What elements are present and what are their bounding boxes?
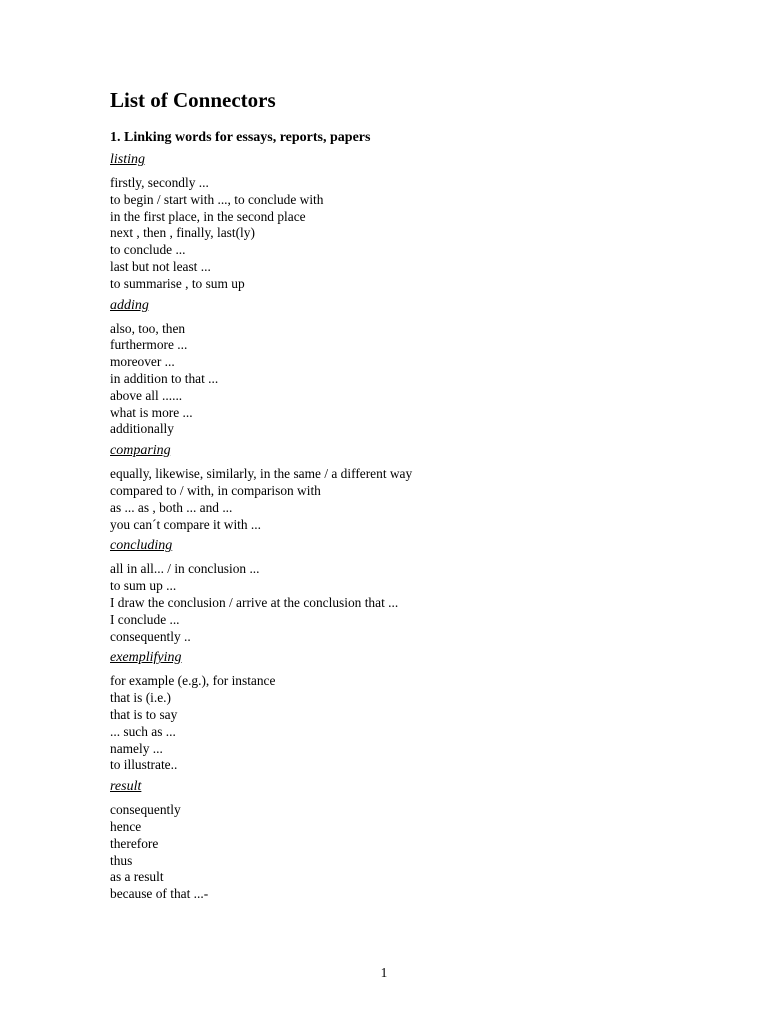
list-item: to conclude ... bbox=[110, 242, 186, 258]
list-item: consequently bbox=[110, 802, 181, 818]
category-heading-concluding: concluding bbox=[110, 538, 173, 554]
list-item: as ... as , both ... and ... bbox=[110, 499, 233, 515]
section-heading: 1. Linking words for essays, reports, papers bbox=[110, 130, 371, 145]
page-number: 1 bbox=[380, 965, 388, 980]
page-title: List of Connectors bbox=[110, 88, 276, 112]
list-item: all in all... / in conclusion ... bbox=[110, 561, 260, 577]
list-item: therefore bbox=[110, 835, 159, 851]
connector-list-result bbox=[110, 802, 670, 903]
category-result bbox=[110, 778, 670, 903]
list-item: that is (i.e.) bbox=[110, 690, 171, 706]
list-item: next , then , finally, last(ly) bbox=[110, 225, 255, 241]
list-item: last but not least ... bbox=[110, 258, 211, 274]
list-item: hence bbox=[110, 818, 142, 834]
list-item: firstly, secondly ... bbox=[110, 175, 209, 190]
connector-list-listing bbox=[110, 175, 670, 293]
list-item: consequently .. bbox=[110, 628, 191, 644]
list-item: thus bbox=[110, 852, 133, 868]
list-item: additionally bbox=[110, 421, 174, 437]
category-heading-listing: listing bbox=[110, 152, 146, 167]
list-item: ... such as ... bbox=[110, 723, 176, 739]
category-listing bbox=[110, 151, 670, 293]
list-item: in the first place, in the second place bbox=[110, 208, 306, 224]
list-item: you can´t compare it with ... bbox=[110, 516, 261, 532]
list-item: compared to / with, in comparison with bbox=[110, 482, 321, 498]
document-content bbox=[110, 86, 670, 903]
connector-list-adding bbox=[110, 321, 670, 439]
category-heading-result: result bbox=[110, 779, 142, 795]
category-heading-exemplifying: exemplifying bbox=[110, 650, 182, 666]
list-item: also, too, then bbox=[110, 320, 186, 336]
list-item: I conclude ... bbox=[110, 611, 180, 627]
list-item: I draw the conclusion / arrive at the conclusion that ... bbox=[110, 594, 399, 610]
connector-list-comparing bbox=[110, 466, 670, 533]
category-exemplifying bbox=[110, 649, 670, 774]
category-comparing bbox=[110, 442, 670, 533]
list-item: as a result bbox=[110, 869, 164, 885]
list-item: furthermore ... bbox=[110, 337, 188, 353]
category-heading-adding: adding bbox=[110, 297, 149, 313]
list-item: to sum up ... bbox=[110, 578, 177, 594]
category-adding bbox=[110, 297, 670, 439]
list-item: namely ... bbox=[110, 740, 163, 756]
list-item: to illustrate.. bbox=[110, 757, 178, 773]
list-item: moreover ... bbox=[110, 354, 175, 370]
list-item: above all ...... bbox=[110, 387, 183, 403]
connector-list-exemplifying bbox=[110, 673, 670, 774]
list-item: for example (e.g.), for instance bbox=[110, 673, 276, 689]
list-item: equally, likewise, similarly, in the same / a different way bbox=[110, 466, 413, 482]
list-item: to begin / start with ..., to conclude with bbox=[110, 191, 324, 207]
list-item: that is to say bbox=[110, 706, 178, 722]
list-item: to summarise , to sum up bbox=[110, 275, 245, 291]
list-item: what is more ... bbox=[110, 404, 193, 420]
connector-list-concluding bbox=[110, 561, 670, 645]
list-item: because of that ...- bbox=[110, 886, 209, 902]
category-concluding bbox=[110, 537, 670, 645]
category-heading-comparing: comparing bbox=[110, 443, 171, 459]
list-item: in addition to that ... bbox=[110, 370, 219, 386]
